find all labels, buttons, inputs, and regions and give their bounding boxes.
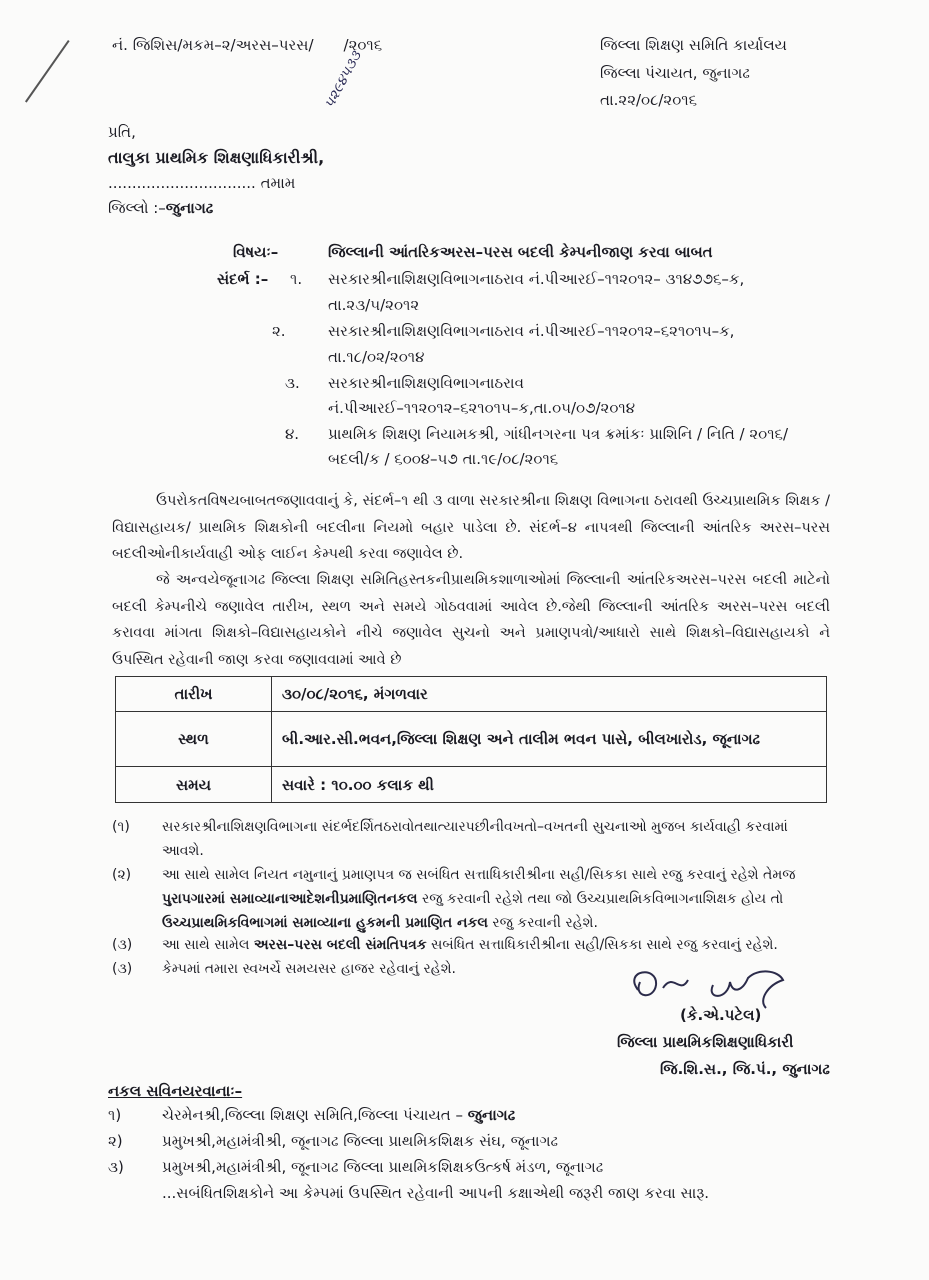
signatory-name: (કે.એ.પટેલ) <box>680 1006 762 1024</box>
note-bold-text: ઉચ્ચપ્રાથમિકવિભાગમાં સમાવ્યાના હુકમની પ્રમાણિત નકલ <box>162 915 488 931</box>
table-row <box>116 767 827 803</box>
subject-text: જિલ્લાની આંતરિકઅરસ–પરસ બદલી કેમ્પનીજાણ કરવા બાબત <box>328 243 713 261</box>
district-label: જિલ્લો :– <box>108 199 166 217</box>
note-text-part: આ સાથે સામેલ નિયત નમુનાનું પ્રમાણપત્ર જ સબંધિત સત્તાધિકારીશ્રીના સહી/સિકકા સાથે રજુ કરવાનું રહેશે તેમજ <box>162 867 796 883</box>
note-number: (૩) <box>112 961 133 977</box>
copy-to-number: ૨) <box>108 1132 123 1150</box>
ref-3-line-1: સરકારશ્રીનાશિક્ષણવિભાગનાઠરાવ <box>328 374 524 392</box>
body-paragraph-1: ઉપરોકતવિષયબાબતજણાવવાનું કે, સંદર્ભ–૧ થી ૩ વાળા સરકારશ્રીના શિક્ષણ વિભાગના ઠરાવથી ઉચ્ચપ્રાથમિક શિક્ષક /વિદ્યાસહાયક/ પ્રાથમિક શિક્ષકોની બદલીના નિયમો બહાર પાડેલા છે. સંદર્ભ–૪ નાપત્રથી જિલ્લાની આંતરિક અરસ–પરસ બદલીઓનીકાર્યવાહી ઓફ લાઈન કેમ્પથી કરવા જણાવેલ છે. <box>112 493 830 562</box>
note-bold-text: અરસ–પરસ બદલી સંમતિપત્રક <box>253 937 427 953</box>
ref-2-num: ૨. <box>272 322 286 340</box>
copy-to-bold: જુનાગઢ <box>467 1106 516 1124</box>
reference-no-text: નં. જિશિસ/મકમ–૨/અરસ–પરસ/ <box>112 36 314 54</box>
schedule-label: સ્થળ <box>116 712 272 767</box>
copy-to-item: પ્રમુખશ્રી,મહામંત્રીશ્રી, જૂનાગઢ જિલ્લા પ્રાથમિકશિક્ષકઉત્કર્ષ મંડળ, જૂનાગઢ <box>162 1158 604 1176</box>
schedule-value: સવારે : ૧૦.૦૦ કલાક થી <box>272 767 827 803</box>
ref-2-line-1: સરકારશ્રીનાશિક્ષણવિભાગનાઠરાવ નં.પીઆરઈ–૧૧૨૦૧૨–૬૨૧૦૧૫–ક, <box>328 322 735 340</box>
ref-3-line-2: નં.પીઆરઈ–૧૧૨૦૧૨–૬૨૧૦૧૫–ક,તા.૦૫/૦૭/૨૦૧૪ <box>328 399 636 417</box>
signatory-designation: જિલ્લા પ્રાથમિકશિક્ષણાધિકારી <box>617 1033 794 1051</box>
signatory-office: જિ.શિ.સ., જિ.પં., જુનાગઢ <box>660 1060 830 1078</box>
copy-to-item: પ્રમુખશ્રી,મહામંત્રીશ્રી, જૂનાગઢ જિલ્લા પ્રાથમિકશિક્ષક સંઘ, જૂનાગઢ <box>162 1132 559 1150</box>
ref-1-num: ૧. <box>290 270 303 288</box>
copy-to-item <box>162 1108 515 1123</box>
copy-to-heading: નકલ સવિનયરવાનાઃ– <box>108 1082 243 1100</box>
signature-image <box>618 960 798 1010</box>
schedule-label: તારીખ <box>116 677 272 712</box>
copy-to-number: ૧) <box>108 1106 122 1124</box>
table-row <box>116 712 827 767</box>
note-text: સરકારશ્રીનાશિક્ષણવિભાગના સંદર્ભદર્શિતઠરાવોતથાત્યારપછીનીવખતો–વખતની સુચનાઓ મુજબ કાર્યવાહી કરવામાં આવશે. <box>162 819 788 859</box>
addressee-line: ............................... તમામ <box>108 174 296 192</box>
office-line-2: જિલ્લા પંચાયત, જુનાગઢ <box>600 64 750 82</box>
ref-1-line-2: તા.૨૩/૫/૨૦૧૨ <box>328 296 420 314</box>
schedule-value: ૩૦/૦૮/૨૦૧૬, મંગળવાર <box>272 677 827 712</box>
prati-label: પ્રતિ, <box>108 123 136 141</box>
ref-4-line-2: બદલી/ક / ૬૦૦૪–૫૭ તા.૧૯/૦૮/૨૦૧૬ <box>328 450 559 468</box>
schedule-value: બી.આર.સી.ભવન,જિલ્લા શિક્ષણ અને તાલીમ ભવન પાસે, બીલખારોડ, જૂનાગઢ <box>272 712 827 767</box>
note-item <box>112 815 832 863</box>
note-text: કેમ્પમાં તમારા સ્વખર્ચે સમયસર હાજર રહેવાનું રહેશે. <box>162 961 456 977</box>
note-number: (૨) <box>112 867 132 883</box>
office-line-1: જિલ્લા શિક્ષણ સમિતિ કાર્યાલય <box>600 36 787 54</box>
reference-year: /૨૦૧૬ <box>343 36 383 54</box>
schedule-table <box>115 676 827 803</box>
note-bold-text: પુરાપગારમાં સમાવ્યાનાઆદેશનીપ્રમાણિતનકલ <box>162 891 418 907</box>
note-item <box>112 933 832 957</box>
addressee-district <box>108 201 213 216</box>
ref-4-line-1: પ્રાથમિક શિક્ષણ નિયામકશ્રી, ગાંધીનગરના પત્ર ક્રમાંકઃ પ્રાશિનિ / નિતિ / ૨૦૧૬/ <box>328 425 789 443</box>
note-text-part: રજુ કરવાની રહેશે. <box>487 915 598 931</box>
note-number: (૩) <box>112 937 133 953</box>
ref-4-num: ૪. <box>285 425 300 443</box>
note-text-part: રજુ કરવાની રહેશે તથા જો ઉચ્ચપ્રાથમિકવિભાગનાશિક્ષક હોય તો <box>417 891 784 907</box>
table-row <box>116 677 827 712</box>
note-text-part: સબંધિત સત્તાધિકારીશ્રીના સહી/સિકકા સાથે રજુ કરવાનું રહેશે. <box>426 937 778 953</box>
ref-1-line-1: સરકારશ્રીનાશિક્ષણવિભાગનાઠરાવ નં.પીઆરઈ–૧૧૨૦૧૨– ૩૧૪૭૭૬–ક, <box>328 270 745 288</box>
staple-pin <box>25 40 70 103</box>
copy-to-text: ચેરમેનશ્રી,જિલ્લા શિક્ષણ સમિતિ,જિલ્લા પંચાયત – <box>162 1106 468 1124</box>
letter-date: તા.૨૨/૦૮/૨૦૧૬ <box>600 91 697 109</box>
ref-2-line-2: તા.૧૮/૦૨/૨૦૧૪ <box>328 348 425 366</box>
copy-to-number: ૩) <box>108 1158 124 1176</box>
note-number: (૧) <box>112 819 130 835</box>
copy-to-footer: ...સબંધિતશિક્ષકોને આ કેમ્પમાં ઉપસ્થિત રહેવાની આપની કક્ષાએથી જરૂરી જાણ કરવા સારૂ. <box>162 1184 710 1202</box>
addressee-title: તાલુકા પ્રાથમિક શિક્ષણાધિકારીશ્રી, <box>108 148 325 167</box>
body-paragraph-2: જે અન્વયેજૂનાગઢ જિલ્લા શિક્ષણ સમિતિહસ્તકનીપ્રાથમિકશાળાઓમાં જિલ્લાની આંતરિકઅરસ–પરસ બદલી માટેનો બદલી કેમ્પનીચે જણાવેલ તારીખ, સ્થળ અને સમયે ગોઠવવામાં આવેલ છે.જેથી જિલ્લાની આંતરિક અરસ–પરસ બદલી કરાવવા માંગતા શિક્ષકો–વિદ્યાસહાયકોને નીચે જણાવેલ સુચનો અને પ્રમાણપત્રો/આધારો સાથે શિક્ષકો–વિદ્યાસહાયકો ને ઉપસ્થિત રહેવાની જાણ કરવા જણાવવામાં આવે છે <box>112 572 830 668</box>
ref-3-num: ૩. <box>285 374 300 392</box>
note-text-part: આ સાથે સામેલ <box>162 937 254 953</box>
references-label: સંદર્ભ :– <box>217 270 269 288</box>
note-text <box>162 863 832 935</box>
subject-label: વિષયઃ– <box>233 243 279 261</box>
schedule-label: સમય <box>116 767 272 803</box>
note-text <box>162 933 832 957</box>
handwritten-number: ૫૨૯૪૫૩૩ <box>321 48 365 112</box>
reference-number <box>112 38 382 53</box>
note-item <box>112 863 832 935</box>
district-name: જુનાગઢ <box>165 199 214 217</box>
